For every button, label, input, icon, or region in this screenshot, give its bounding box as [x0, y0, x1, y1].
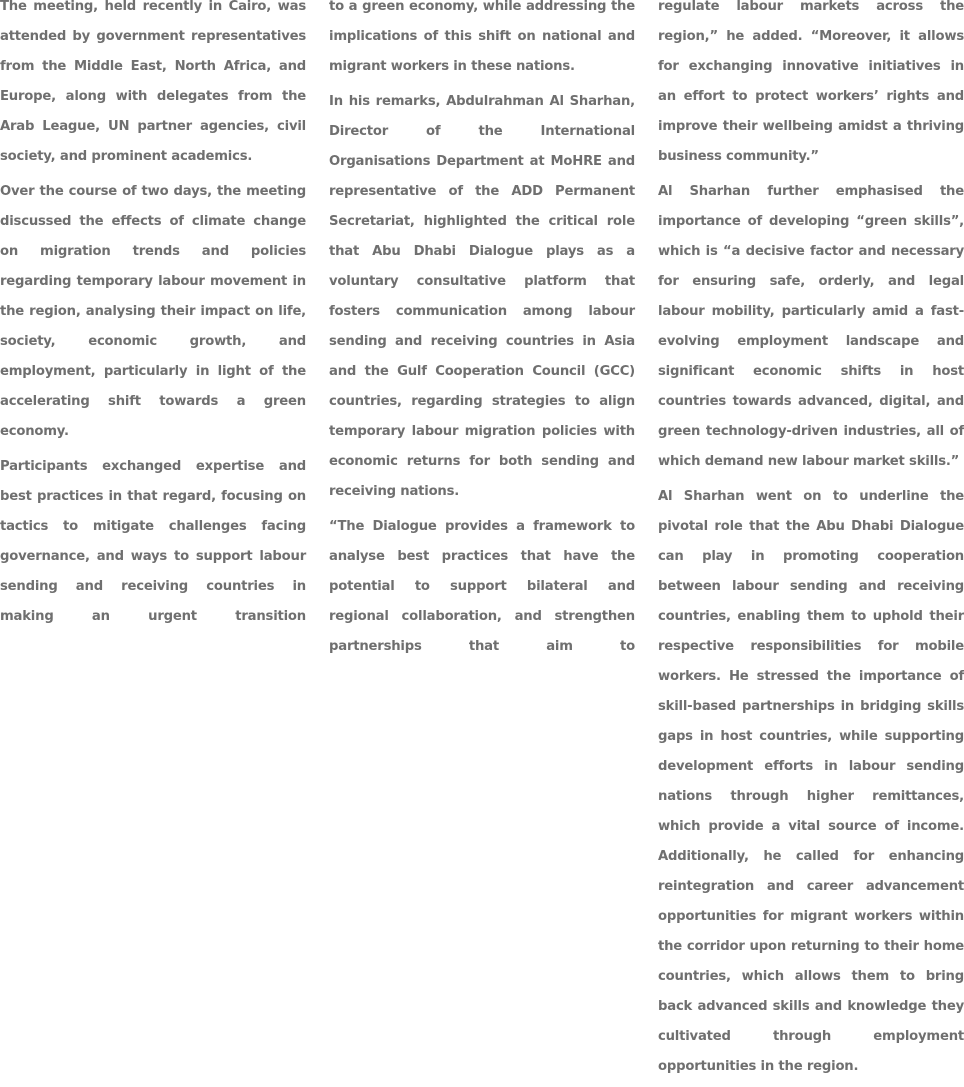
paragraph: Al Sharhan further emphasised the importance of developing “green skills”, which is “a decisive factor and necessary for ensuring safe, orderly, and legal labour mobility, particularly amid a fast-evolving employment landscape and significant economic shifts in host countries towards advanced, digital, and green technology-driven industries, all of which demand new labour market skills.”: [658, 184, 964, 469]
article-column-2: [329, 0, 635, 667]
article-column-1: [0, 0, 306, 637]
article-column-3: [658, 0, 964, 1087]
paragraph: In his remarks, Abdulrahman Al Sharhan, Director of the International Organisations Department at MoHRE and representative of the ADD Permanent Secretariat, highlighted the critical role that Abu Dhabi Dialogue plays as a voluntary consultative platform that fosters communication among labour sending and receiving countries in Asia and the Gulf Cooperation Council (GCC) countries, regarding strategies to align temporary labour migration policies with economic returns for both sending and receiving nations.: [329, 94, 635, 499]
paragraph: Participants exchanged expertise and best practices in that regard, focusing on tactics to mitigate challenges facing governance, and ways to support labour sending and receiving countries in making an urgent transition: [0, 459, 306, 624]
paragraph: regulate labour markets across the region,” he added. “Moreover, it allows for exchanging innovative initiatives in an effort to protect workers’ rights and improve their wellbeing amidst a thriving business community.”: [658, 0, 964, 164]
paragraph: The meeting, held recently in Cairo, was attended by government representatives from the Middle East, North Africa, and Europe, along with delegates from the Arab League, UN partner agencies, civil society, and prominent academics.: [0, 0, 306, 164]
paragraph: Al Sharhan went on to underline the pivotal role that the Abu Dhabi Dialogue can play in promoting cooperation between labour sending and receiving countries, enabling them to uphold their respective responsibilities for mobile workers. He stressed the importance of skill-based partnerships in bridging skills gaps in host countries, while supporting development efforts in labour sending nations through higher remittances, which provide a vital source of income. Additionally, he called for enhancing reintegration and career advancement opportunities for migrant workers within the corridor upon returning to their home countries, which allows them to bring back advanced skills and knowledge they cultivated through employment opportunities in the region.: [658, 489, 964, 1074]
paragraph: to a green economy, while addressing the implications of this shift on national and migrant workers in these nations.: [329, 0, 635, 74]
paragraph: Over the course of two days, the meeting discussed the effects of climate change on migration trends and policies regarding temporary labour movement in the region, analysing their impact on life, society, economic growth, and employment, particularly in light of the accelerating shift towards a green economy.: [0, 184, 306, 439]
paragraph: “The Dialogue provides a framework to analyse best practices that have the potential to support bilateral and regional collaboration, and strengthen partnerships that aim to: [329, 519, 635, 654]
